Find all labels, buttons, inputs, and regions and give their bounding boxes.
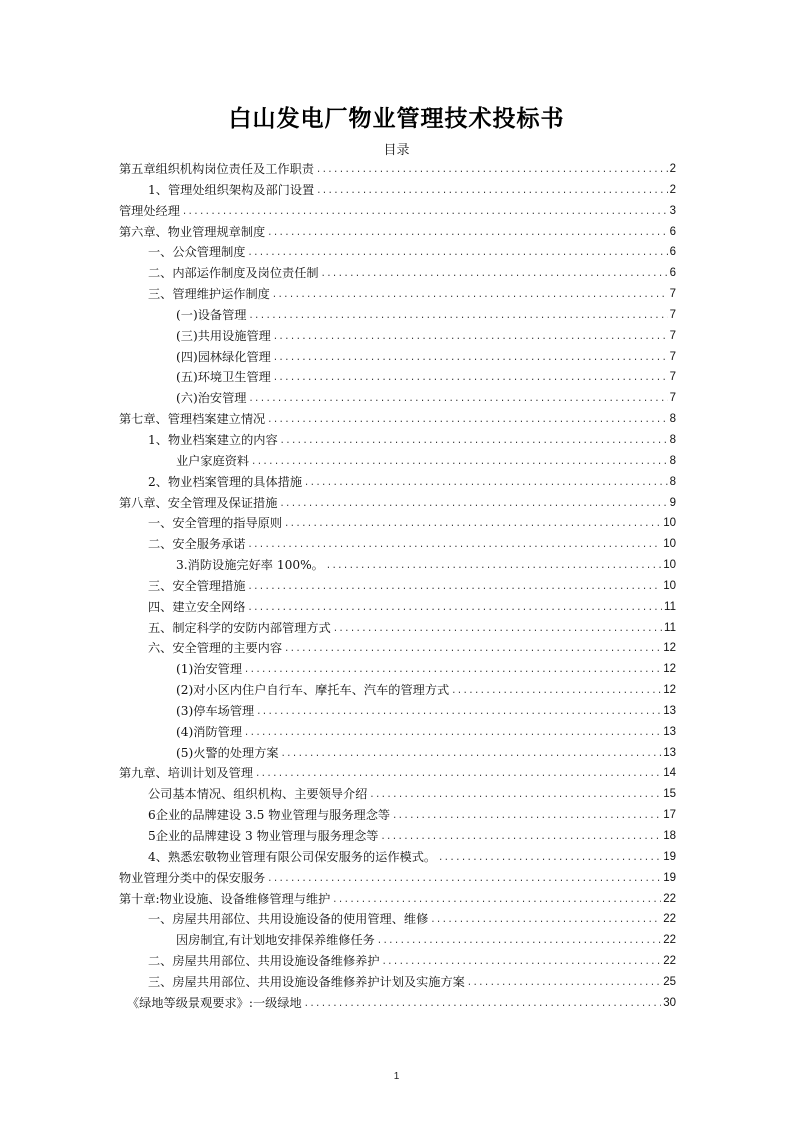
toc-entry[interactable] xyxy=(119,201,676,222)
toc-entry-page: 14 xyxy=(663,767,676,780)
toc-entry[interactable] xyxy=(119,597,676,618)
toc-leader-dots xyxy=(248,305,667,326)
toc-entry-page: 22 xyxy=(663,913,676,926)
toc-entry-label: 第八章、安全管理及保证措施 xyxy=(119,495,278,510)
toc-entry-page: 6 xyxy=(669,267,676,280)
toc-entry[interactable] xyxy=(119,242,676,263)
toc-leader-dots xyxy=(451,680,661,701)
table-of-contents xyxy=(119,159,676,1014)
toc-entry-label: 因房制宜,有计划地安排保养维修任务 xyxy=(176,933,375,948)
toc-entry-page: 13 xyxy=(663,704,676,717)
toc-leader-dots xyxy=(256,701,661,722)
toc-entry-page: 22 xyxy=(663,934,676,947)
toc-entry-label: 二、内部运作制度及岗位责任制 xyxy=(148,266,319,281)
toc-leader-dots xyxy=(248,242,668,263)
toc-entry[interactable] xyxy=(119,763,676,784)
toc-leader-dots xyxy=(272,284,668,305)
toc-entry[interactable] xyxy=(119,576,676,597)
toc-leader-dots xyxy=(467,972,661,993)
toc-entry-label: (六)治安管理 xyxy=(176,391,247,406)
toc-leader-dots xyxy=(369,784,661,805)
toc-entry-label: 第十章:物业设施、设备维修管理与维护 xyxy=(119,891,331,906)
toc-entry-label: 六、安全管理的主要内容 xyxy=(148,641,283,656)
toc-entry[interactable] xyxy=(119,430,676,451)
toc-leader-dots xyxy=(255,763,661,784)
toc-leader-dots xyxy=(321,263,668,284)
toc-entry-page: 6 xyxy=(669,225,676,238)
toc-entry-label: 三、管理维护运作制度 xyxy=(148,287,270,302)
toc-entry[interactable] xyxy=(119,513,676,534)
toc-entry-page: 10 xyxy=(663,579,676,592)
toc-entry-page: 25 xyxy=(663,975,676,988)
toc-leader-dots xyxy=(248,576,662,597)
toc-entry-page: 2 xyxy=(669,163,676,175)
toc-entry[interactable] xyxy=(119,263,676,284)
toc-entry-label: (五)环境卫生管理 xyxy=(176,370,271,385)
toc-entry[interactable] xyxy=(119,722,676,743)
toc-entry-label: 3.消防设施完好率 100%。 xyxy=(176,558,324,573)
toc-entry[interactable] xyxy=(119,784,676,805)
toc-entry-label: 公司基本情况、组织机构、主要领导介绍 xyxy=(148,787,368,802)
toc-leader-dots xyxy=(248,388,667,409)
toc-entry[interactable] xyxy=(119,618,676,639)
toc-leader-dots xyxy=(267,222,667,243)
toc-entry-label: 《绿地等级景观要求》:一级绿地 xyxy=(127,995,302,1010)
toc-entry-page: 2 xyxy=(669,183,676,196)
toc-entry-label: 管理处经理 xyxy=(119,203,180,218)
toc-entry-page: 12 xyxy=(663,663,676,676)
toc-entry-label: (2)对小区内住户自行车、摩托车、汽车的管理方式 xyxy=(176,683,450,698)
toc-entry-page: 11 xyxy=(664,600,676,613)
toc-entry[interactable] xyxy=(119,951,676,972)
toc-entry[interactable] xyxy=(119,930,676,951)
toc-entry-page: 30 xyxy=(663,996,676,1009)
toc-entry-label: 二、房屋共用部位、共用设施设备维修养护 xyxy=(148,954,380,969)
toc-entry[interactable] xyxy=(119,493,676,514)
toc-leader-dots xyxy=(280,430,668,451)
toc-entry[interactable] xyxy=(119,284,676,305)
toc-entry[interactable] xyxy=(119,847,676,868)
toc-entry-page: 7 xyxy=(669,392,676,405)
toc-entry-label: 第七章、管理档案建立情况 xyxy=(119,412,266,427)
toc-entry-page: 7 xyxy=(669,308,676,321)
toc-entry-page: 7 xyxy=(669,288,676,301)
toc-entry-page: 8 xyxy=(669,454,676,467)
toc-entry-page: 22 xyxy=(663,955,676,968)
toc-entry-page: 13 xyxy=(663,725,676,738)
toc-entry-label: 物业管理分类中的保安服务 xyxy=(119,870,266,885)
toc-entry[interactable] xyxy=(119,993,676,1014)
toc-entry-label: 一、安全管理的指导原则 xyxy=(148,516,283,531)
toc-entry[interactable] xyxy=(119,909,676,930)
toc-entry-label: 1、物业档案建立的内容 xyxy=(148,432,278,447)
toc-leader-dots xyxy=(333,618,662,639)
toc-entry-page: 19 xyxy=(663,850,676,863)
toc-entry[interactable] xyxy=(119,305,676,326)
toc-entry-label: 三、安全管理措施 xyxy=(148,578,246,593)
toc-entry-page: 22 xyxy=(663,892,676,905)
toc-entry[interactable] xyxy=(119,889,676,910)
toc-entry[interactable] xyxy=(119,326,676,347)
toc-leader-dots xyxy=(316,159,668,180)
toc-entry-page: 10 xyxy=(663,559,676,572)
toc-entry-label: 业户家庭资料 xyxy=(176,453,250,468)
toc-entry[interactable] xyxy=(119,638,676,659)
toc-entry-page: 6 xyxy=(669,246,676,259)
toc-leader-dots xyxy=(430,909,661,930)
toc-leader-dots xyxy=(304,472,668,493)
toc-entry[interactable] xyxy=(119,534,676,555)
toc-leader-dots xyxy=(380,826,661,847)
toc-leader-dots xyxy=(316,180,667,201)
toc-entry-label: 二、安全服务承诺 xyxy=(148,537,246,552)
toc-entry-label: 6企业的品牌建设 3.5 物业管理与服务理念等 xyxy=(148,808,391,823)
toc-entry-page: 12 xyxy=(663,684,676,697)
toc-entry-page: 9 xyxy=(669,496,676,509)
document-title: 白山发电厂物业管理技术投标书 xyxy=(228,106,565,132)
toc-entry[interactable] xyxy=(119,472,676,493)
toc-entry[interactable] xyxy=(119,388,676,409)
toc-entry[interactable] xyxy=(119,451,676,472)
toc-entry[interactable] xyxy=(119,805,676,826)
toc-leader-dots xyxy=(284,638,661,659)
toc-leader-dots xyxy=(251,451,667,472)
page-number: 1 xyxy=(393,1071,400,1082)
toc-entry-label: 第六章、物业管理规章制度 xyxy=(119,224,266,239)
toc-entry-label: 一、房屋共用部位、共用设施设备的使用管理、维修 xyxy=(148,912,429,927)
toc-leader-dots xyxy=(244,722,661,743)
toc-leader-dots xyxy=(304,993,661,1014)
toc-entry-label: 第五章组织机构岗位责任及工作职责 xyxy=(119,162,314,176)
toc-entry[interactable] xyxy=(119,826,676,847)
toc-entry[interactable] xyxy=(119,159,676,180)
toc-entry-page: 3 xyxy=(669,204,676,217)
toc-leader-dots xyxy=(392,805,661,826)
toc-leader-dots xyxy=(267,868,661,889)
toc-entry-page: 18 xyxy=(663,830,676,842)
toc-leader-dots xyxy=(284,513,661,534)
toc-heading: 目录 xyxy=(383,143,410,158)
toc-entry-page: 10 xyxy=(663,538,676,551)
toc-entry[interactable] xyxy=(119,972,676,993)
toc-entry[interactable] xyxy=(119,659,676,680)
toc-leader-dots xyxy=(267,409,667,430)
toc-leader-dots xyxy=(382,951,662,972)
toc-leader-dots xyxy=(273,367,668,388)
toc-entry-page: 7 xyxy=(669,329,676,342)
toc-leader-dots xyxy=(273,347,668,368)
toc-entry-page: 19 xyxy=(663,871,676,884)
toc-entry-label: 一、公众管理制度 xyxy=(148,245,246,260)
toc-entry-page: 10 xyxy=(663,517,676,530)
toc-leader-dots xyxy=(279,493,667,514)
toc-entry-label: 2、物业档案管理的具体措施 xyxy=(148,474,303,489)
toc-entry[interactable] xyxy=(119,222,676,243)
toc-entry-page: 8 xyxy=(669,413,676,426)
toc-entry-page: 8 xyxy=(669,433,676,446)
toc-entry-label: (四)园林绿化管理 xyxy=(176,349,271,364)
toc-entry-page: 8 xyxy=(669,475,676,488)
toc-entry-label: (3)停车场管理 xyxy=(176,703,255,718)
toc-leader-dots xyxy=(281,743,662,764)
toc-leader-dots xyxy=(182,201,668,222)
toc-entry-label: 第九章、培训计划及管理 xyxy=(119,766,254,781)
toc-entry-label: 四、建立安全网络 xyxy=(148,599,246,614)
toc-entry-label: (5)火警的处理方案 xyxy=(176,745,279,760)
toc-entry[interactable] xyxy=(119,701,676,722)
toc-entry-label: 三、房屋共用部位、共用设施设备维修养护计划及实施方案 xyxy=(148,974,465,989)
toc-entry[interactable] xyxy=(119,743,676,764)
toc-leader-dots xyxy=(248,597,663,618)
toc-leader-dots xyxy=(332,889,661,910)
toc-entry[interactable] xyxy=(119,555,676,576)
toc-entry-page: 7 xyxy=(669,350,676,363)
toc-entry-label: (1)治安管理 xyxy=(176,662,243,677)
toc-entry-page: 15 xyxy=(663,788,676,801)
toc-entry-label: (三)共用设施管理 xyxy=(176,328,271,343)
toc-leader-dots xyxy=(273,326,668,347)
toc-entry-page: 7 xyxy=(669,371,676,384)
toc-entry-label: (4)消防管理 xyxy=(176,724,243,739)
toc-entry-page: 12 xyxy=(663,642,676,655)
toc-entry[interactable] xyxy=(119,347,676,368)
toc-entry[interactable] xyxy=(119,868,676,889)
toc-entry[interactable] xyxy=(119,409,676,430)
toc-leader-dots xyxy=(248,534,662,555)
toc-entry-page: 13 xyxy=(663,746,676,759)
toc-entry-page: 17 xyxy=(663,809,676,822)
toc-entry-label: 五、制定科学的安防内部管理方式 xyxy=(148,620,331,635)
toc-leader-dots xyxy=(244,659,661,680)
toc-entry[interactable] xyxy=(119,180,676,201)
toc-entry[interactable] xyxy=(119,367,676,388)
toc-entry[interactable] xyxy=(119,680,676,701)
toc-leader-dots xyxy=(377,930,661,951)
toc-entry-label: 1、管理处组织架构及部门设置 xyxy=(148,182,315,197)
toc-leader-dots xyxy=(438,847,661,868)
toc-entry-label: 4、熟悉宏敬物业管理有限公司保安服务的运作模式。 xyxy=(148,849,437,864)
toc-entry-page: 11 xyxy=(664,621,676,634)
toc-entry-label: (一)设备管理 xyxy=(176,307,247,322)
toc-leader-dots xyxy=(326,555,661,576)
toc-entry-label: 5企业的品牌建设 3 物业管理与服务理念等 xyxy=(148,829,379,843)
